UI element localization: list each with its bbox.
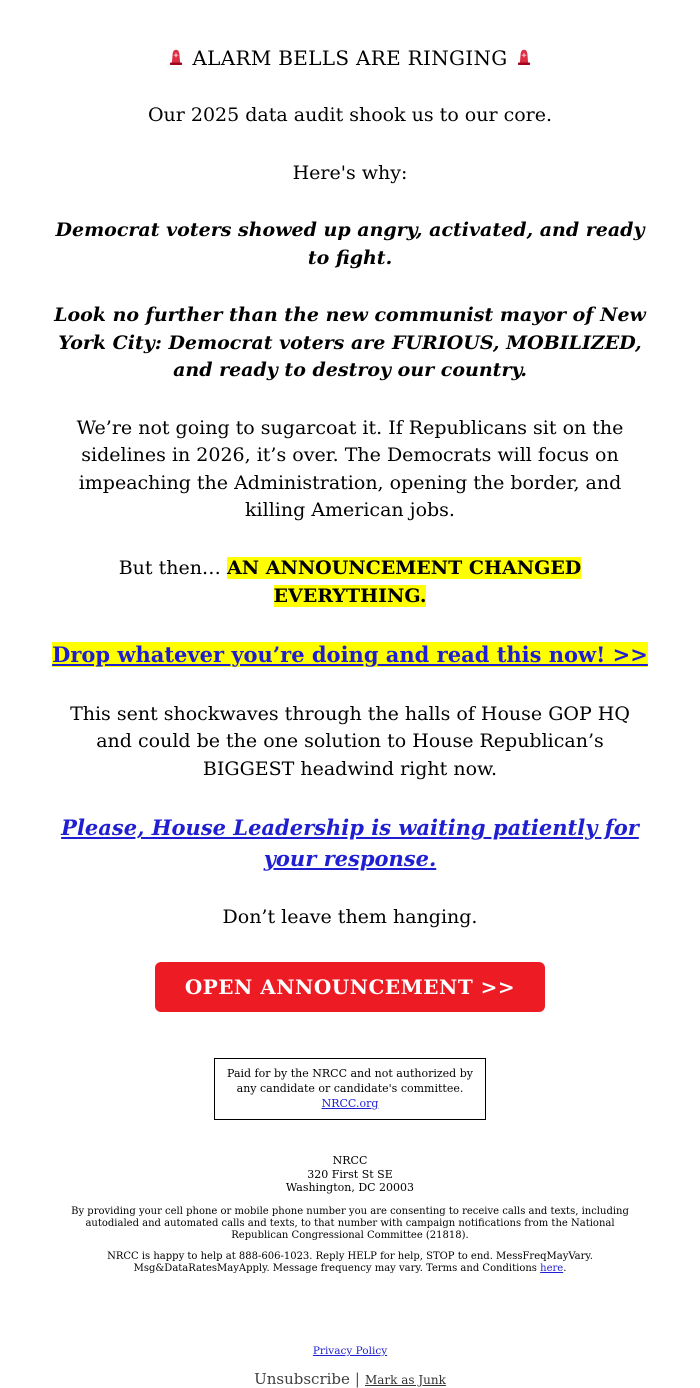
nrcc-org-link[interactable]: NRCC.org xyxy=(321,1096,379,1110)
sms-disclaimer-2 xyxy=(68,1251,633,1275)
paid-for-disclaimer-box xyxy=(214,1058,486,1121)
paid-for-text: Paid for by the NRCC and not authorized by any candidate or candidate's committee. xyxy=(227,1066,473,1095)
announcement-line xyxy=(50,555,650,610)
siren-icon xyxy=(166,47,186,72)
email-body xyxy=(50,0,650,1388)
intro-line-1: Our 2025 data audit shook us to our core. xyxy=(147,104,553,126)
sms-disclaimer-2-text: NRCC is happy to help at 888-606-1023. Reply HELP for help, STOP to end. MessFreqMayVary. Msg&DataRatesMayApply. Message frequency may vary. Terms and Conditions xyxy=(107,1251,593,1275)
postal-address xyxy=(50,1154,650,1194)
body-paragraph-3: Don’t leave them hanging. xyxy=(222,906,478,929)
terms-here-link[interactable]: here xyxy=(540,1263,564,1275)
house-leadership-link[interactable]: Please, House Leadership is waiting patiently for your response. xyxy=(61,815,639,871)
open-announcement-button[interactable]: OPEN ANNOUNCEMENT >> xyxy=(155,962,545,1012)
cta-row xyxy=(50,962,650,1012)
headline-text: ALARM BELLS ARE RINGING xyxy=(192,46,508,70)
unsubscribe-link[interactable]: Unsubscribe xyxy=(254,1370,350,1388)
alarm-headline xyxy=(50,46,650,72)
announcement-highlight: AN ANNOUNCEMENT CHANGED EVERYTHING. xyxy=(226,557,582,607)
mark-as-junk-link[interactable]: Mark as Junk xyxy=(364,1373,446,1388)
separator: | xyxy=(354,1370,360,1388)
address-city: Washington, DC 20003 xyxy=(285,1180,415,1194)
body-paragraph-2: This sent shockwaves through the halls of House GOP HQ and could be the one solution to House Republican’s BIGGEST headwind right now. xyxy=(70,702,630,780)
address-org: NRCC xyxy=(332,1154,368,1168)
body-paragraph-1: We’re not going to sugarcoat it. If Republicans sit on the sidelines in 2026, it’s over. The Democrats will focus on impeaching the Administration, opening the border, and killing American jobs. xyxy=(76,416,624,522)
bold-paragraph-1: Democrat voters showed up angry, activated, and ready to fight. xyxy=(55,219,645,269)
please-link-line xyxy=(50,813,650,874)
privacy-policy-link[interactable]: Privacy Policy xyxy=(312,1345,388,1358)
siren-icon xyxy=(514,47,534,72)
address-street: 320 First St SE xyxy=(307,1167,393,1181)
paid-for-row xyxy=(50,1058,650,1155)
privacy-row xyxy=(50,1345,650,1357)
read-now-link[interactable]: Drop whatever you’re doing and read this now! >> xyxy=(52,642,648,668)
intro-line-2: Here's why: xyxy=(292,161,408,184)
sms-disclaimer-1: By providing your cell phone or mobile phone number you are consenting to receive calls and texts, including autodialed and automated calls and texts, to that number with campaign notifications from the National Republican Congressional Committee (21818). xyxy=(71,1206,629,1242)
but-then-text: But then… xyxy=(118,557,227,580)
sms-disclaimer-2-period: . xyxy=(563,1263,567,1275)
unsubscribe-row xyxy=(50,1370,650,1388)
bold-paragraph-2: Look no further than the new communist mayor of New York City: Democrat voters are FURIOUS, MOBILIZED, and ready to destroy our country. xyxy=(54,304,646,382)
drop-link-line xyxy=(50,640,650,671)
